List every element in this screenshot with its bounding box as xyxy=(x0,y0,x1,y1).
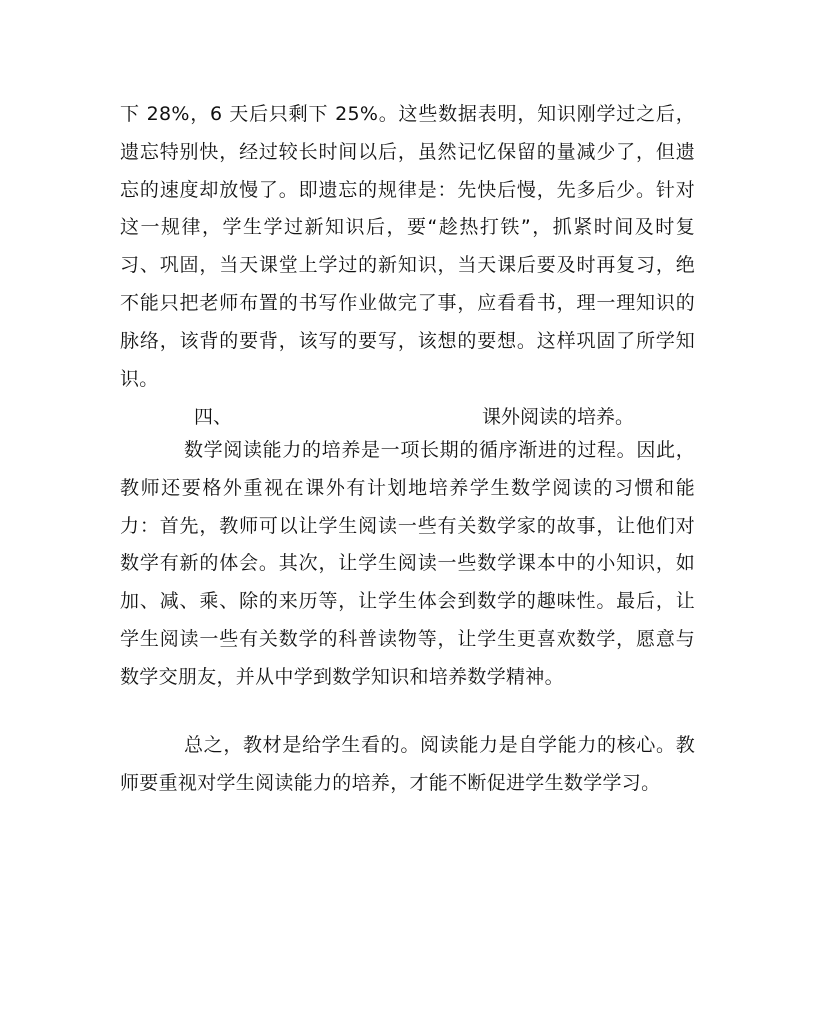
paragraph-forgetting-curve: 下 28%，6 天后只剩下 25%。这些数据表明，知识刚学过之后，遗忘特别快，经过较长时间以后，虽然记忆保留的量减少了，但遗忘的速度却放慢了。即遗忘的规律是：先快后慢，先多后少。针对这一规律，学生学过新知识后，要“趁热打铁”，抓紧时间及时复习、巩固，当天课堂上学过的新知识，当天课后要及时再复习，绝不能只把老师布置的书写作业做完了事，应看看书，理一理知识的脉络，该背的要背，该写的要写，该想的要想。这样巩固了所学知识。 xyxy=(120,103,695,390)
section-number: 四、 xyxy=(194,406,233,428)
section-heading xyxy=(0,398,816,436)
section-title: 课外阅读的培养。 xyxy=(482,406,635,428)
paragraph-conclusion: 总之，教材是给学生看的。阅读能力是自学能力的核心。教师要重视对学生阅读能力的培养，才能不断促进学生数学学习。 xyxy=(120,734,695,794)
paragraph-extracurricular-reading: 数学阅读能力的培养是一项长期的循序渐进的过程。因此，教师还要格外重视在课外有计划地培养学生数学阅读的习惯和能力：首先，教师可以让学生阅读一些有关数学家的故事，让他们对数学有新的体会。其次，让学生阅读一些数学课本中的小知识，如加、减、乘、除的来历等，让学生体会到数学的趣味性。最后，让学生阅读一些有关数学的科普读物等，让学生更喜欢数学，愿意与数学交朋友，并从中学到数学知识和培养数学精神。 xyxy=(120,439,695,688)
